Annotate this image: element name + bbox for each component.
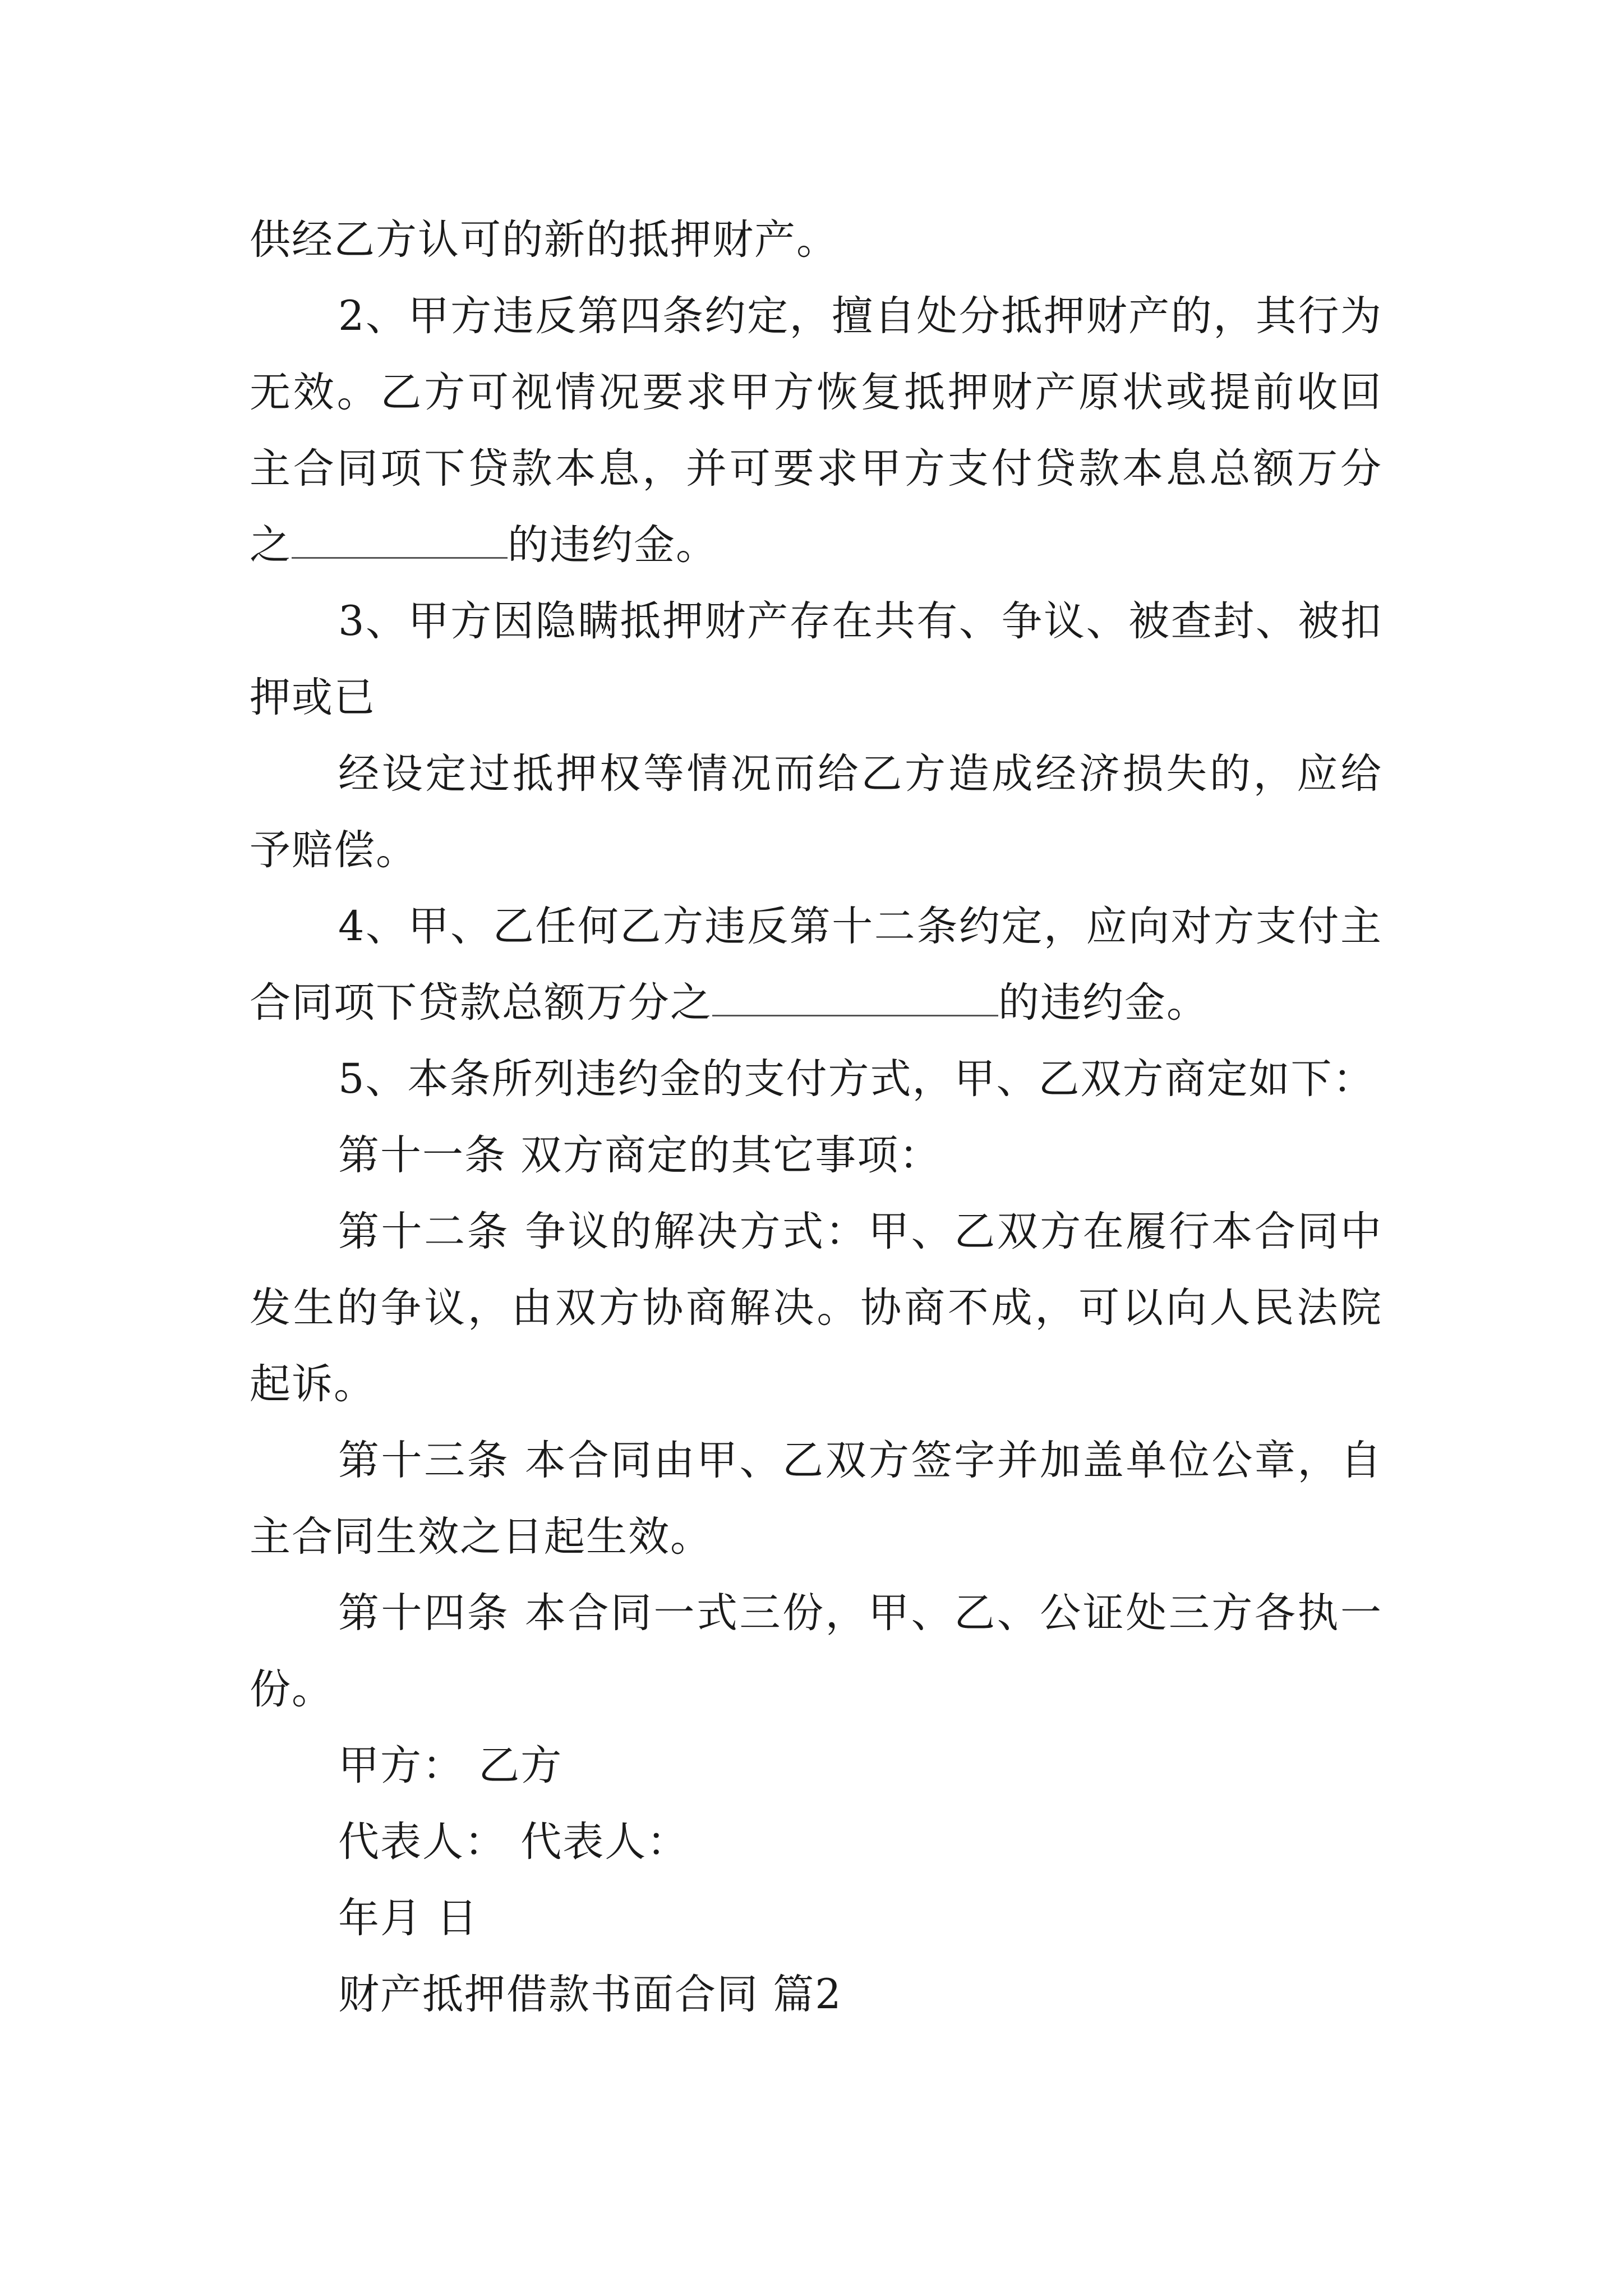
clause-2-tail: 的违约金。 xyxy=(508,521,718,569)
paragraph-clause-2 xyxy=(250,278,1382,583)
next-section-title: 财产抵押借款书面合同 篇2 xyxy=(338,1971,842,2018)
paragraph-clause-3: 3、甲方因隐瞒抵押财产存在共有、争议、被查封、被扣押或已 xyxy=(250,597,1382,721)
paragraph-clause-4 xyxy=(250,889,1382,1041)
contract-body xyxy=(250,202,1382,2033)
signature-representatives: 代表人： 代表人： xyxy=(338,1818,689,1866)
article-11: 第十一条 双方商定的其它事项： xyxy=(338,1131,942,1179)
paragraph-continuation: 供经乙方认可的新的抵押财产。 xyxy=(250,216,838,264)
paragraph-clause-5: 5、本条所列违约金的支付方式，甲、乙双方商定如下： xyxy=(338,1055,1375,1103)
fill-in-blank xyxy=(292,518,508,559)
clause-4-text: 4、甲、乙任何乙方违反第十二条约定，应向对方支付主合同项下贷款总额万分之 xyxy=(250,903,1382,1027)
clause-4-tail: 的违约金。 xyxy=(998,979,1209,1027)
signature-date: 年月 日 xyxy=(338,1894,479,1942)
fill-in-blank xyxy=(712,976,998,1016)
article-12: 第十二条 争议的解决方式：甲、乙双方在履行本合同中发生的争议，由双方协商解决。协商不成，可以向人民法院起诉。 xyxy=(250,1208,1382,1408)
paragraph-clause-3-continued: 经设定过抵押权等情况而给乙方造成经济损失的，应给予赔偿。 xyxy=(250,750,1382,874)
signature-parties: 甲方： 乙方 xyxy=(338,1742,563,1789)
article-13: 第十三条 本合同由甲、乙双方签字并加盖单位公章，自主合同生效之日起生效。 xyxy=(250,1437,1382,1561)
article-14: 第十四条 本合同一式三份，甲、乙、公证处三方各执一份。 xyxy=(250,1589,1382,1713)
clause-2-text: 2、甲方违反第四条约定，擅自处分抵押财产的，其行为无效。乙方可视情况要求甲方恢复抵押财产原状或提前收回主合同项下贷款本息，并可要求甲方支付贷款本息总额万分之 xyxy=(250,292,1382,569)
